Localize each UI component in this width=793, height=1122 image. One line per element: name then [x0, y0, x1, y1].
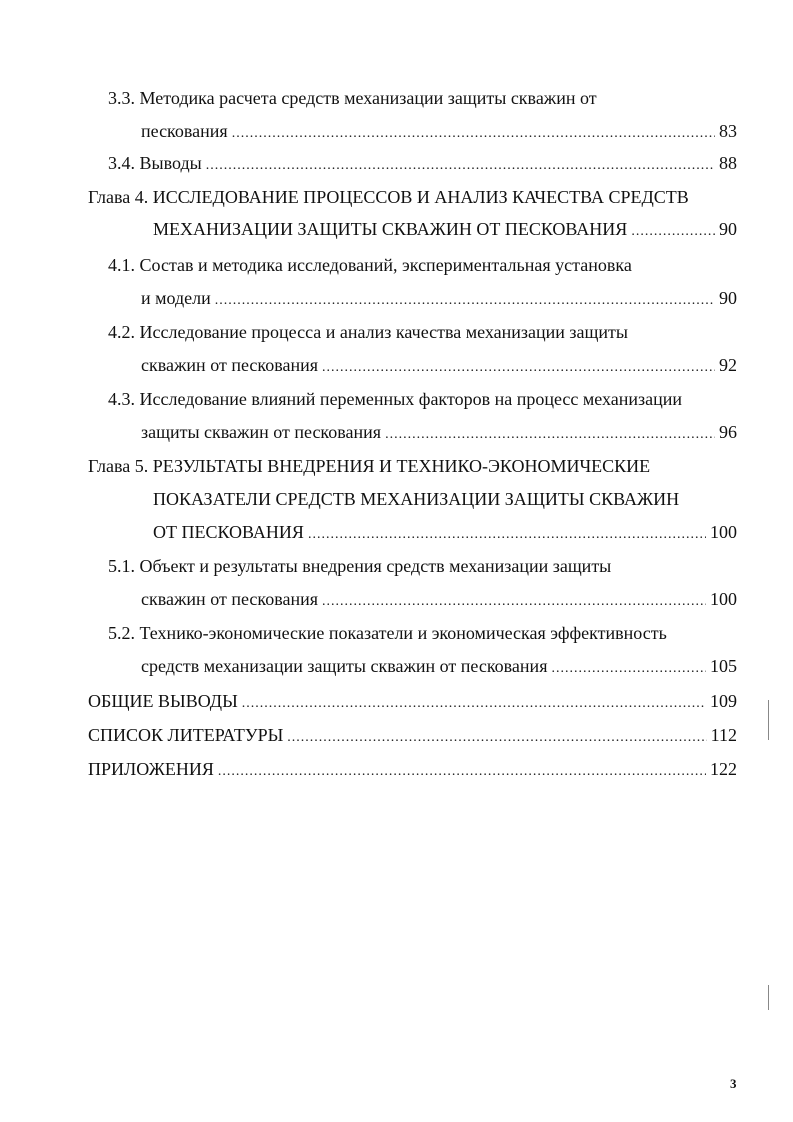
section-title: Объект и результаты внедрения средств механизации защиты	[139, 556, 612, 576]
chapter-title: РЕЗУЛЬТАТЫ ВНЕДРЕНИЯ И ТЕХНИКО-ЭКОНОМИЧЕСКИЕ	[152, 456, 651, 476]
section-title-cont: защиты скважин от пескования	[141, 422, 382, 442]
dot-leader	[322, 587, 706, 614]
section-title: Технико-экономические показатели и экономическая эффективность	[139, 623, 667, 643]
toc-entry-5-2-line1	[108, 618, 667, 648]
toc-chapter-5-line3	[153, 517, 737, 547]
toc-entry-4-1-line1	[108, 250, 632, 280]
section-number: 4.2.	[108, 322, 135, 342]
toc-entry-4-2-line1	[108, 317, 628, 347]
page-ref: 100	[710, 589, 737, 609]
section-number: 5.2.	[108, 623, 135, 643]
chapter-title: ИССЛЕДОВАНИЕ ПРОЦЕССОВ И АНАЛИЗ КАЧЕСТВА СРЕДСТВ	[152, 187, 689, 207]
toc-entry-5-2-line2	[141, 651, 737, 681]
chapter-label: Глава 4.	[88, 187, 149, 207]
page-ref: 109	[710, 691, 737, 711]
page-ref: 100	[710, 522, 737, 542]
section-title-cont: пескования	[141, 121, 228, 141]
dot-leader	[218, 757, 706, 784]
section-title-cont: средств механизации защиты скважин от пескования	[141, 656, 548, 676]
page-ref: 92	[719, 355, 737, 375]
page-ref: 88	[719, 153, 737, 173]
section-title: Методика расчета средств механизации защиты скважин от	[139, 88, 597, 108]
entry-title: СПИСОК ЛИТЕРАТУРЫ	[88, 725, 284, 745]
page-ref: 83	[719, 121, 737, 141]
dot-leader	[287, 723, 706, 750]
page-ref: 96	[719, 422, 737, 442]
dot-leader	[385, 420, 715, 447]
section-title-cont: скважин от пескования	[141, 589, 319, 609]
section-title-cont: и модели	[141, 288, 211, 308]
chapter-title-cont: ОТ ПЕСКОВАНИЯ	[153, 522, 304, 542]
dot-leader	[232, 119, 715, 146]
chapter-title-cont: МЕХАНИЗАЦИИ ЗАЩИТЫ СКВАЖИН ОТ ПЕСКОВАНИЯ	[153, 219, 628, 239]
chapter-title-cont: ПОКАЗАТЕЛИ СРЕДСТВ МЕХАНИЗАЦИИ ЗАЩИТЫ СКВАЖИН	[153, 489, 680, 509]
toc-appendices	[88, 754, 737, 784]
section-title-cont: скважин от пескования	[141, 355, 319, 375]
dot-leader	[215, 286, 715, 313]
toc-chapter-4-line1	[88, 182, 689, 212]
toc-entry-3-4	[108, 148, 737, 178]
toc-references	[88, 720, 737, 750]
dot-leader	[631, 217, 715, 244]
section-number: 5.1.	[108, 556, 135, 576]
toc-entry-4-2-line2	[141, 350, 737, 380]
section-number: 3.3.	[108, 88, 135, 108]
toc-entry-4-1-line2	[141, 283, 737, 313]
page-ref: 122	[710, 759, 737, 779]
dot-leader	[551, 654, 706, 681]
toc-entry-5-1-line2	[141, 584, 737, 614]
scan-edge-mark	[768, 985, 769, 1010]
section-number: 4.1.	[108, 255, 135, 275]
section-title: Исследование процесса и анализ качества механизации защиты	[139, 322, 628, 342]
toc-entry-4-3-line1	[108, 384, 682, 414]
page-ref: 90	[719, 288, 737, 308]
section-number: 3.4.	[108, 153, 135, 173]
chapter-label: Глава 5.	[88, 456, 149, 476]
dot-leader	[322, 353, 715, 380]
scan-edge-mark	[768, 700, 769, 740]
toc-entry-3-3-line1	[108, 83, 597, 113]
dot-leader	[242, 689, 706, 716]
section-title: Исследование влияний переменных факторов на процесс механизации	[139, 389, 683, 409]
page-ref: 105	[710, 656, 737, 676]
toc-entry-3-3-line2	[141, 116, 737, 146]
dot-leader	[206, 151, 715, 178]
dot-leader	[308, 520, 706, 547]
section-number: 4.3.	[108, 389, 135, 409]
toc-conclusions	[88, 686, 737, 716]
entry-title: ОБЩИЕ ВЫВОДЫ	[88, 691, 238, 711]
toc-chapter-4-line2	[153, 214, 737, 244]
page-ref: 90	[719, 219, 737, 239]
entry-title: ПРИЛОЖЕНИЯ	[88, 759, 214, 779]
page-ref: 112	[710, 725, 737, 745]
section-title: Состав и методика исследований, экспериментальная установка	[139, 255, 632, 275]
toc-entry-5-1-line1	[108, 551, 611, 581]
section-title: Выводы	[139, 153, 202, 173]
page-number: 3	[730, 1076, 737, 1091]
toc-chapter-5-line1	[88, 451, 650, 481]
toc-chapter-5-line2	[153, 484, 679, 514]
toc-entry-4-3-line2	[141, 417, 737, 447]
